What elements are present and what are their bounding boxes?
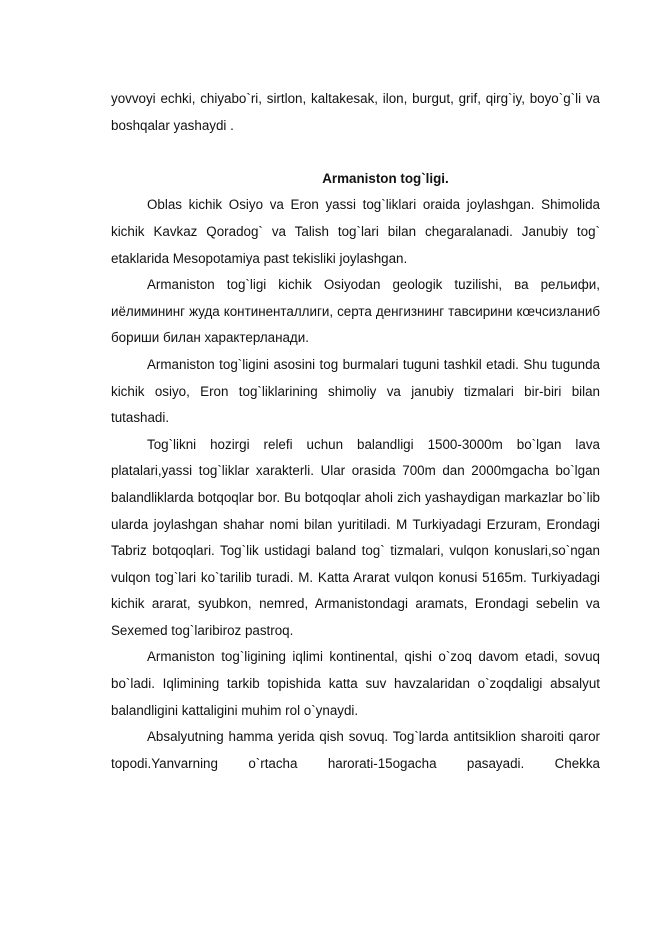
section-heading: Armaniston tog`ligi. — [322, 170, 449, 186]
paragraph-winter: Absalyutning hamma yerida qish sovuq. Tog`larda antitsiklion sharoiti qaror topodi.Yanvarning o`rtacha harorati-15ogacha pasayadi. Chekka — [111, 729, 600, 771]
paragraph-geology: Armaniston tog`ligi kichik Osiyodan geologik tuzilishi, ва рeльифи, иёлимининг жуда континенталлиги, серта денгизнинг тавсирини кœчсизланиб бориши билан характерланади. — [111, 277, 600, 346]
intro-paragraph: yovvoyi echki, chiyabo`ri, sirtlon, kaltakesak, ilon, burgut, grif, qirg`iy, boyo`g`li va boshqalar yashaydi . — [111, 91, 600, 133]
document-page — [111, 86, 600, 777]
paragraph-structure: Armaniston tog`ligini asosini tog burmalari tuguni tashkil etadi. Shu tugunda kichik osiyo, Eron tog`liklarining shimoliy va janubiy tizmalari bir-biri bilan tutashadi. — [111, 356, 600, 426]
paragraph-relief: Tog`likni hozirgi relefi uchun balandligi 1500-3000m bo`lgan lava platalari,yassi tog`liklar xarakterli. Ular orasida 700m dan 2000mgacha bo`lgan balandliklarda botqoqlar bor. Bu botqoqlar aholi zich yashaydigan markazlar bo`lib ularda joylashgan shahar nomi bilan yuritiladi. M Turkiyadagi Erzuram, Erondagi Tabriz botqoqlari. Tog`lik ustidagi baland tog` tizmalari, vulqon konuslari,so`ngan vulqon tog`lari ko`tarilib turadi. M. Katta Ararat vulqon konusi 5165m. Turkiyadagi kichik ararat, syubkon, nemred, Armanistondagi aramats, Erondagi sebelin va Sexemed tog`laribiroz pastroq. — [111, 436, 600, 638]
paragraph-location: Oblas kichik Osiyo va Eron yassi tog`liklari oraida joylashgan. Shimolida kichik Kavkaz Qoradog` va Talish tog`lari bilan chegaralanadi. Janubiy tog` etaklarida Mesopotamiya past tekisliki joylashgan. — [111, 197, 600, 266]
paragraph-climate: Armaniston tog`ligining iqlimi kontinental, qishi o`zoq davom etadi, sovuq bo`ladi. Iqlimining tarkib topishida katta suv havzalaridan o`zoqdaligi absalyut balandligini kattaligini muhim rol o`ynaydi. — [111, 649, 600, 718]
